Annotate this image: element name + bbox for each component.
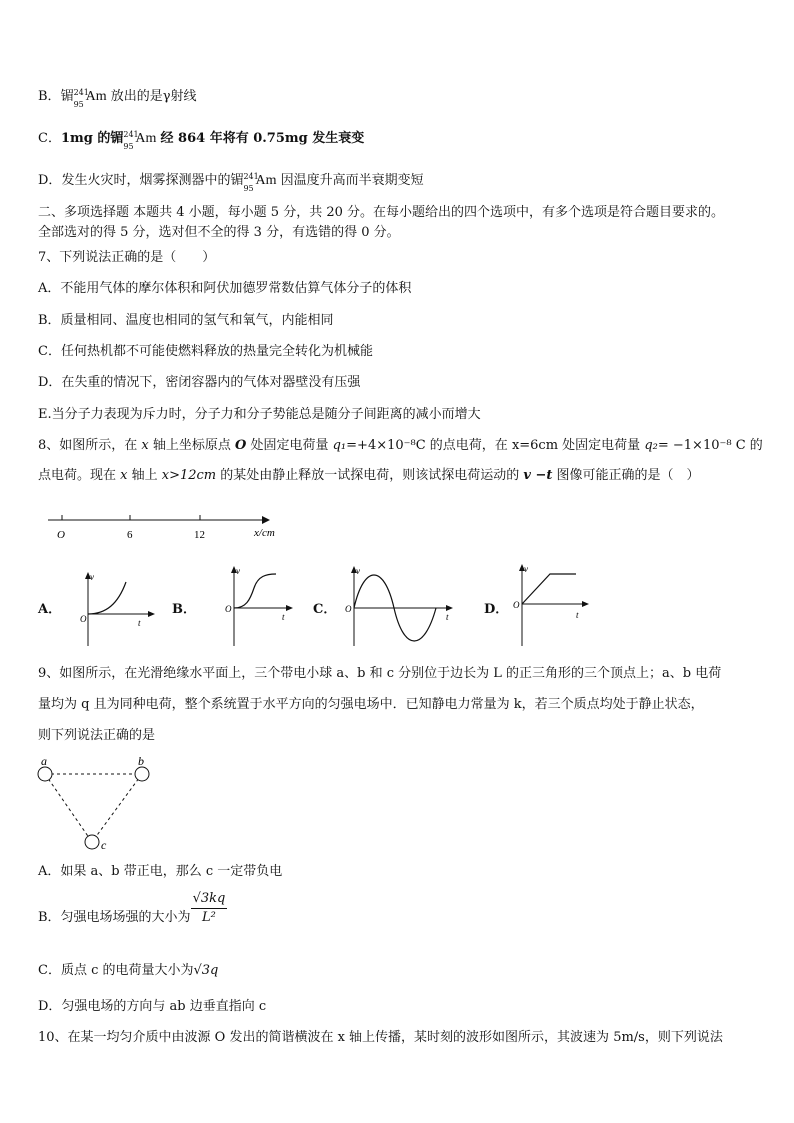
q7-option-a: A．不能用气体的摩尔体积和阿伏加德罗常数估算气体分子的体积 [38, 281, 412, 296]
svg-text:v: v [236, 566, 240, 576]
curve-b [234, 574, 276, 608]
label-b: b [138, 756, 144, 768]
label-c: c [101, 838, 107, 852]
q9-option-b: B．匀强电场场强的大小为 $\frac{√3kq}{\text{L²}}$ [38, 891, 226, 925]
curve-a [88, 582, 126, 614]
curve-d [522, 574, 576, 604]
q8-stem-line2: 点电荷。现在 x 轴上 x>12cm 的某处由静止释放一试探电荷，则该试探电荷运动的 v −t 图像可能正确的是（ ） [38, 468, 700, 483]
svg-text:t: t [446, 612, 449, 622]
q8-option-b-label: B． [172, 602, 196, 617]
q9-stem-line1: 9、如图所示，在光滑绝缘水平面上，三个带电小球 a、b 和 c 分别位于边长为 L 的正三角形的三个顶点上；a、b 电荷 [38, 666, 722, 681]
axis-unit: x/cm [254, 527, 275, 539]
ball-a [38, 767, 52, 781]
svg-text:t: t [138, 618, 141, 628]
q9-option-d: D．匀强电场的方向与 ab 边垂直指向 c [38, 999, 267, 1014]
q6-option-c: C．1mg 的镅 241 95 Am 经 864 年将有 0.75mg 发生衰变 [38, 130, 365, 151]
q8-option-a-label: A． [38, 602, 62, 617]
tick-label-o: O [57, 529, 65, 541]
q8-graph-a [74, 570, 158, 652]
q8-graph-c [340, 564, 458, 650]
q8-graph-b [218, 564, 298, 650]
q7-option-b: B．质量相同、温度也相同的氢气和氧气，内能相同 [38, 313, 334, 328]
svg-text:t: t [282, 612, 285, 622]
svg-text:O: O [225, 604, 232, 614]
svg-text:v: v [90, 572, 94, 582]
q9-triangle-diagram [34, 756, 164, 852]
q7-option-d: D．在失重的情况下，密闭容器内的气体对器壁没有压强 [38, 375, 361, 390]
tick-label-6: 6 [127, 529, 133, 541]
q6-option-d: D．发生火灾时，烟雾探测器中的镅 241 95 Am 因温度升高而半衰期变短 [38, 172, 424, 193]
svg-text:t: t [576, 610, 579, 620]
svg-text:O: O [345, 604, 352, 614]
q8-option-c-label: C． [313, 602, 337, 617]
section2-instructions: 全部选对的得 5 分，选对但不全的得 3 分，有选错的得 0 分。 [38, 225, 400, 240]
q6-option-b: B．镅 241 95 Am 放出的是γ射线 [38, 88, 197, 109]
q9-option-a: A．如果 a、b 带正电，那么 c 一定带负电 [38, 864, 283, 879]
ball-b [135, 767, 149, 781]
label-a: a [41, 756, 47, 768]
ball-c [85, 835, 99, 849]
svg-text:O: O [80, 614, 87, 624]
q8-x-axis-diagram [40, 510, 290, 544]
tick-label-12: 12 [194, 529, 205, 541]
q7-option-e: E.当分子力表现为斥力时，分子力和分子势能总是随分子间距离的减小而增大 [38, 407, 481, 422]
q9-stem-line3: 则下列说法正确的是 [38, 728, 156, 743]
svg-text:v: v [356, 566, 360, 576]
q10-stem-line1: 10、在某一均匀介质中由波源 O 发出的简谐横波在 x 轴上传播，某时刻的波形如图所示，其波速为 5m/s，则下列说法 [38, 1030, 723, 1045]
section2-heading: 二、多项选择题 本题共 4 小题，每小题 5 分，共 20 分。在每小题给出的四个选项中，有多个选项是符合题目要求的。 [38, 205, 725, 220]
q9-stem-line2: 量均为 q 且为同种电荷，整个系统置于水平方向的匀强电场中．已知静电力常量为 k，若三个质点均处于静止状态， [38, 697, 704, 712]
q7-option-c: C．任何热机都不可能使燃料释放的热量完全转化为机械能 [38, 344, 373, 359]
x-axis-arrow [262, 516, 270, 524]
q9-option-c: C．质点 c 的电荷量大小为√3q [38, 963, 219, 978]
q8-graph-d [508, 562, 590, 650]
q8-stem-line1: 8、如图所示，在 x 轴上坐标原点 O 处固定电荷量 q₁=+4×10⁻⁸C 的点电荷，在 x=6cm 处固定电荷量 q₂= −1×10⁻⁸ C 的 [38, 438, 763, 453]
svg-text:v: v [524, 564, 528, 574]
q8-option-d-label: D． [484, 602, 509, 617]
q7-stem: 7、下列说法正确的是（ ） [38, 250, 216, 265]
svg-text:O: O [513, 600, 520, 610]
